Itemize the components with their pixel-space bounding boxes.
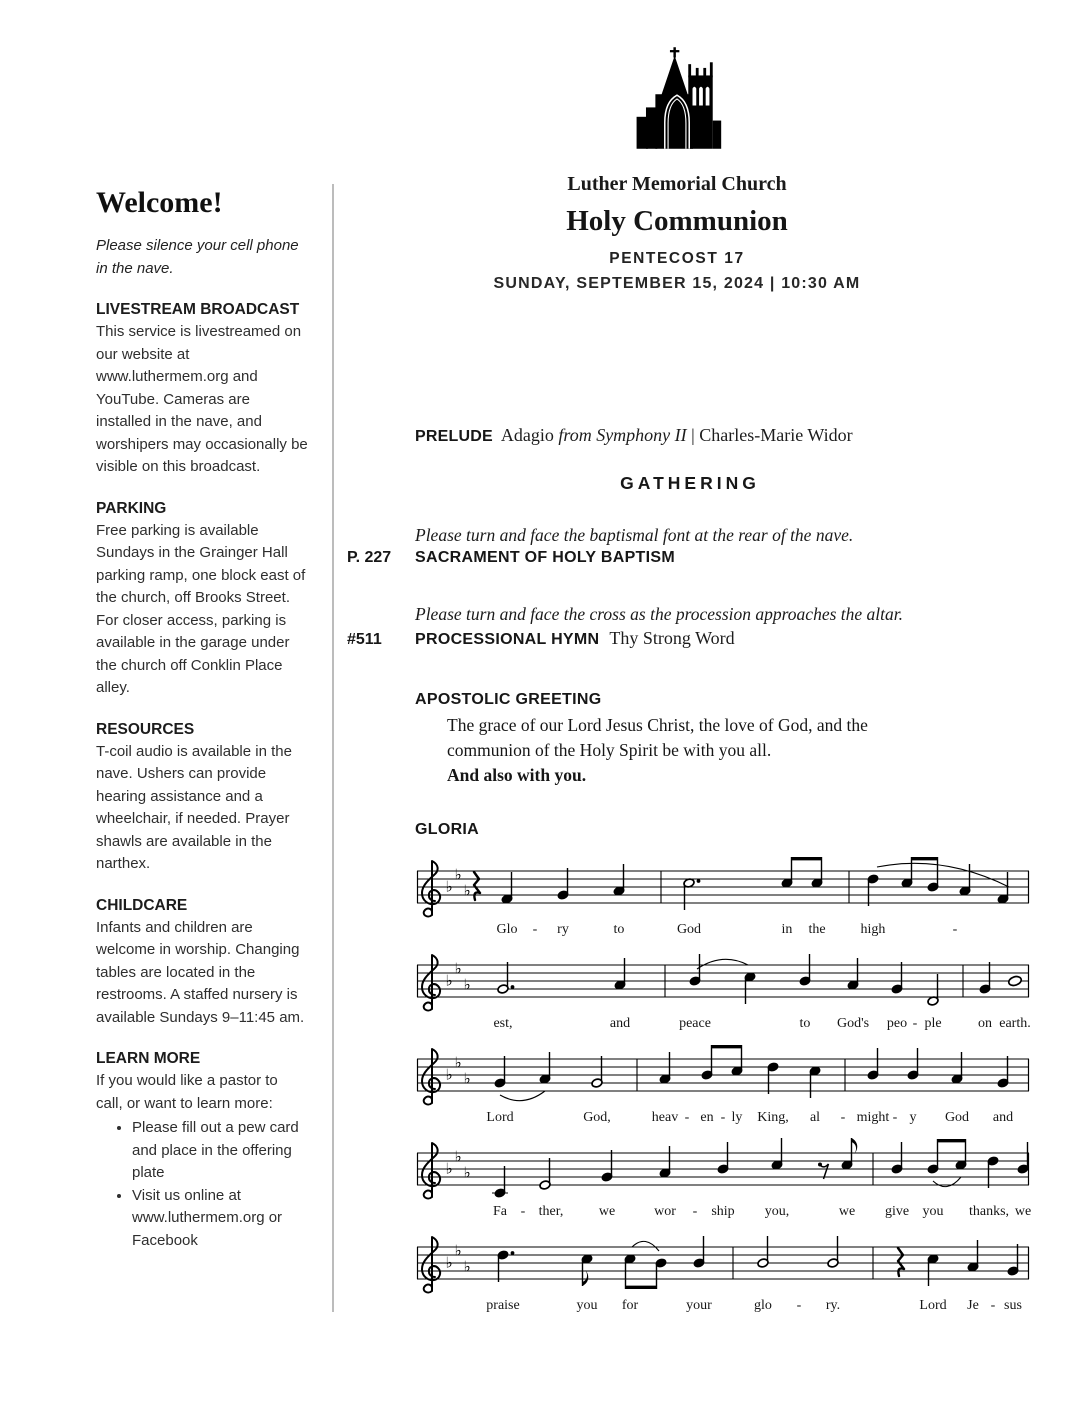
svg-text:the: the (808, 921, 826, 937)
congregation-response: And also with you. (447, 764, 587, 785)
svg-text:♭: ♭ (445, 971, 453, 990)
gloria-music-notation (415, 853, 1033, 1319)
svg-text:ly: ly (731, 1109, 743, 1125)
svg-text:we: we (838, 1203, 856, 1219)
prelude-line (415, 425, 1033, 446)
greeting-line: The grace of our Lord Jesus Christ, the love of God, and the (447, 715, 868, 735)
church-logo (630, 44, 724, 152)
prelude-label: PRELUDE (415, 428, 493, 445)
section-body: Infants and children are welcome in worship. Changing tables are located in the restrooms. A staffed nursery is available Sundays 9–11:45 am. (96, 918, 305, 1026)
svg-text:Lord: Lord (919, 1297, 947, 1313)
svg-text:♭: ♭ (445, 1253, 453, 1272)
svg-text:en: en (700, 1109, 714, 1125)
svg-text:high: high (860, 921, 886, 937)
section-livestream (96, 301, 308, 479)
svg-text:sus: sus (1004, 1297, 1022, 1313)
prelude-work: from Symphony II (558, 425, 687, 445)
page-reference: P. 227 (347, 549, 392, 566)
greeting-line: communion of the Holy Spirit be with you all. (447, 739, 772, 760)
svg-text:on: on (978, 1015, 992, 1031)
svg-text:in: in (781, 921, 793, 937)
svg-text:-: - (912, 1015, 918, 1031)
svg-text:you: you (576, 1297, 598, 1313)
svg-text:and: and (992, 1109, 1014, 1125)
svg-text:♭: ♭ (454, 959, 462, 978)
church-name: Luther Memorial Church (567, 173, 787, 195)
svg-text:glo: glo (754, 1297, 772, 1313)
section-heading: RESOURCES (96, 720, 195, 738)
music-system-1 (415, 853, 1031, 943)
section-heading: CHILDCARE (96, 896, 188, 914)
svg-text:Fa: Fa (493, 1203, 507, 1219)
svg-text:for: for (621, 1297, 639, 1313)
service-datetime: SUNDAY, SEPTEMBER 15, 2024 | 10:30 AM (493, 275, 861, 292)
svg-text:God's: God's (836, 1015, 870, 1031)
apostolic-greeting-heading: APOSTOLIC GREETING (415, 691, 602, 708)
svg-text:King,: King, (757, 1109, 789, 1125)
music-system-2 (415, 947, 1031, 1037)
svg-text:-: - (684, 1109, 690, 1125)
svg-text:♭: ♭ (454, 1147, 462, 1166)
section-body: T-coil audio is available in the nave. Ushers can provide hearing assistance and a wheelchair, if needed. Prayer shawls are available in the narthex. (96, 742, 292, 872)
svg-text:to: to (799, 1015, 811, 1031)
svg-text:thanks,: thanks, (968, 1203, 1010, 1219)
column-divider (332, 184, 334, 1312)
section-parking (96, 500, 308, 700)
svg-text:God: God (676, 921, 702, 937)
svg-text:ple: ple (924, 1015, 942, 1031)
learn-more-bullets (96, 1117, 308, 1252)
svg-text:God: God (944, 1109, 970, 1125)
section-heading: LEARN MORE (96, 1050, 201, 1067)
baptism-heading: SACRAMENT OF HOLY BAPTISM (415, 549, 675, 566)
bulletin-header (347, 44, 1007, 293)
svg-text:ther,: ther, (538, 1203, 564, 1219)
svg-text:Glo: Glo (496, 921, 518, 937)
svg-text:earth.: earth. (999, 1015, 1031, 1031)
svg-text:♭: ♭ (445, 1065, 453, 1084)
welcome-sidebar (96, 186, 308, 1252)
svg-text:might: might (856, 1109, 890, 1125)
baptism-row (347, 549, 1033, 567)
section-heading: PARKING (96, 499, 167, 517)
svg-text:your: your (686, 1297, 712, 1313)
svg-text:-: - (952, 921, 958, 937)
svg-text:♭: ♭ (463, 881, 471, 900)
svg-text:-: - (520, 1203, 526, 1219)
svg-text:to: to (613, 921, 625, 937)
svg-text:you,: you, (764, 1203, 790, 1219)
svg-text:give: give (884, 1203, 910, 1219)
svg-text:-: - (532, 921, 538, 937)
svg-text:wor: wor (654, 1203, 676, 1219)
order-of-service (347, 425, 1033, 1323)
rubric-processional: Please turn and face the cross as the procession approaches the altar. (415, 604, 903, 624)
section-body: If you would like a pastor to call, or want to learn more: (96, 1072, 278, 1112)
svg-text:-: - (892, 1109, 898, 1125)
svg-text:ship: ship (711, 1203, 735, 1219)
svg-text:♭: ♭ (445, 1159, 453, 1178)
svg-text:al: al (809, 1109, 821, 1125)
svg-text:and: and (609, 1015, 631, 1031)
music-system-3 (415, 1041, 1031, 1131)
welcome-title: Welcome! (96, 186, 223, 219)
service-title: Holy Communion (566, 205, 788, 237)
bullet-item: • Visit us online at www.luthermem.org or Facebook (132, 1185, 308, 1253)
svg-text:we: we (1014, 1203, 1031, 1219)
rubric-baptism: Please turn and face the baptismal font at the rear of the nave. (415, 525, 854, 545)
gloria-heading: GLORIA (415, 820, 480, 838)
feast-day: PENTECOST 17 (609, 250, 745, 267)
section-childcare (96, 897, 308, 1030)
music-system-5 (415, 1229, 1031, 1319)
svg-text:Lord: Lord (486, 1109, 514, 1125)
svg-text:♭: ♭ (463, 975, 471, 994)
section-body: This service is livestreamed on our website at www.luthermem.org and YouTube. Cameras are installed in the nave, and worshipers may occasionally be visible on this broadcast. (96, 323, 308, 475)
section-resources (96, 721, 308, 876)
svg-text:ry: ry (557, 921, 569, 937)
svg-text:♭: ♭ (463, 1257, 471, 1276)
gathering-heading: GATHERING (620, 473, 760, 493)
svg-text:♭: ♭ (454, 1241, 462, 1260)
svg-text:heav: heav (651, 1109, 679, 1125)
prelude-composer: | Charles-Marie Widor (686, 425, 853, 445)
svg-text:♭: ♭ (454, 865, 462, 884)
svg-text:♭: ♭ (454, 1053, 462, 1072)
bullet-item: • Please fill out a pew card and place in the offering plate (132, 1117, 308, 1185)
section-heading: LIVESTREAM BROADCAST (96, 301, 300, 318)
processional-row (347, 628, 1033, 649)
section-body: Free parking is available Sundays in the Grainger Hall parking ramp, one block east of the church, off Brooks Street. For closer access, parking is available in the garage under the church off Conklin Place alley. (96, 521, 306, 696)
svg-text:peo: peo (886, 1015, 908, 1031)
processional-heading: PROCESSIONAL HYMN (415, 631, 600, 648)
svg-text:Je: Je (967, 1297, 979, 1313)
svg-text:-: - (840, 1109, 846, 1125)
hymn-title: Thy Strong Word (609, 628, 735, 648)
svg-text:y: y (909, 1109, 917, 1125)
svg-text:-: - (796, 1297, 802, 1313)
svg-text:God,: God, (583, 1109, 611, 1125)
svg-text:-: - (720, 1109, 726, 1125)
svg-text:we: we (598, 1203, 616, 1219)
svg-text:peace: peace (679, 1015, 711, 1031)
svg-text:-: - (692, 1203, 698, 1219)
music-system-4 (415, 1135, 1031, 1225)
svg-text:praise: praise (486, 1297, 520, 1313)
svg-text:♭: ♭ (463, 1069, 471, 1088)
svg-text:est,: est, (493, 1015, 513, 1031)
greeting-text (447, 713, 1033, 788)
svg-text:♭: ♭ (445, 877, 453, 896)
prelude-title: Adagio (500, 425, 559, 445)
svg-text:♭: ♭ (463, 1163, 471, 1182)
svg-text:ry.: ry. (825, 1297, 841, 1313)
section-learn-more (96, 1050, 308, 1252)
svg-text:-: - (990, 1297, 996, 1313)
svg-text:you: you (922, 1203, 944, 1219)
hymn-number: #511 (347, 631, 382, 648)
silence-phone-note: Please silence your cell phone in the nave. (96, 237, 299, 277)
